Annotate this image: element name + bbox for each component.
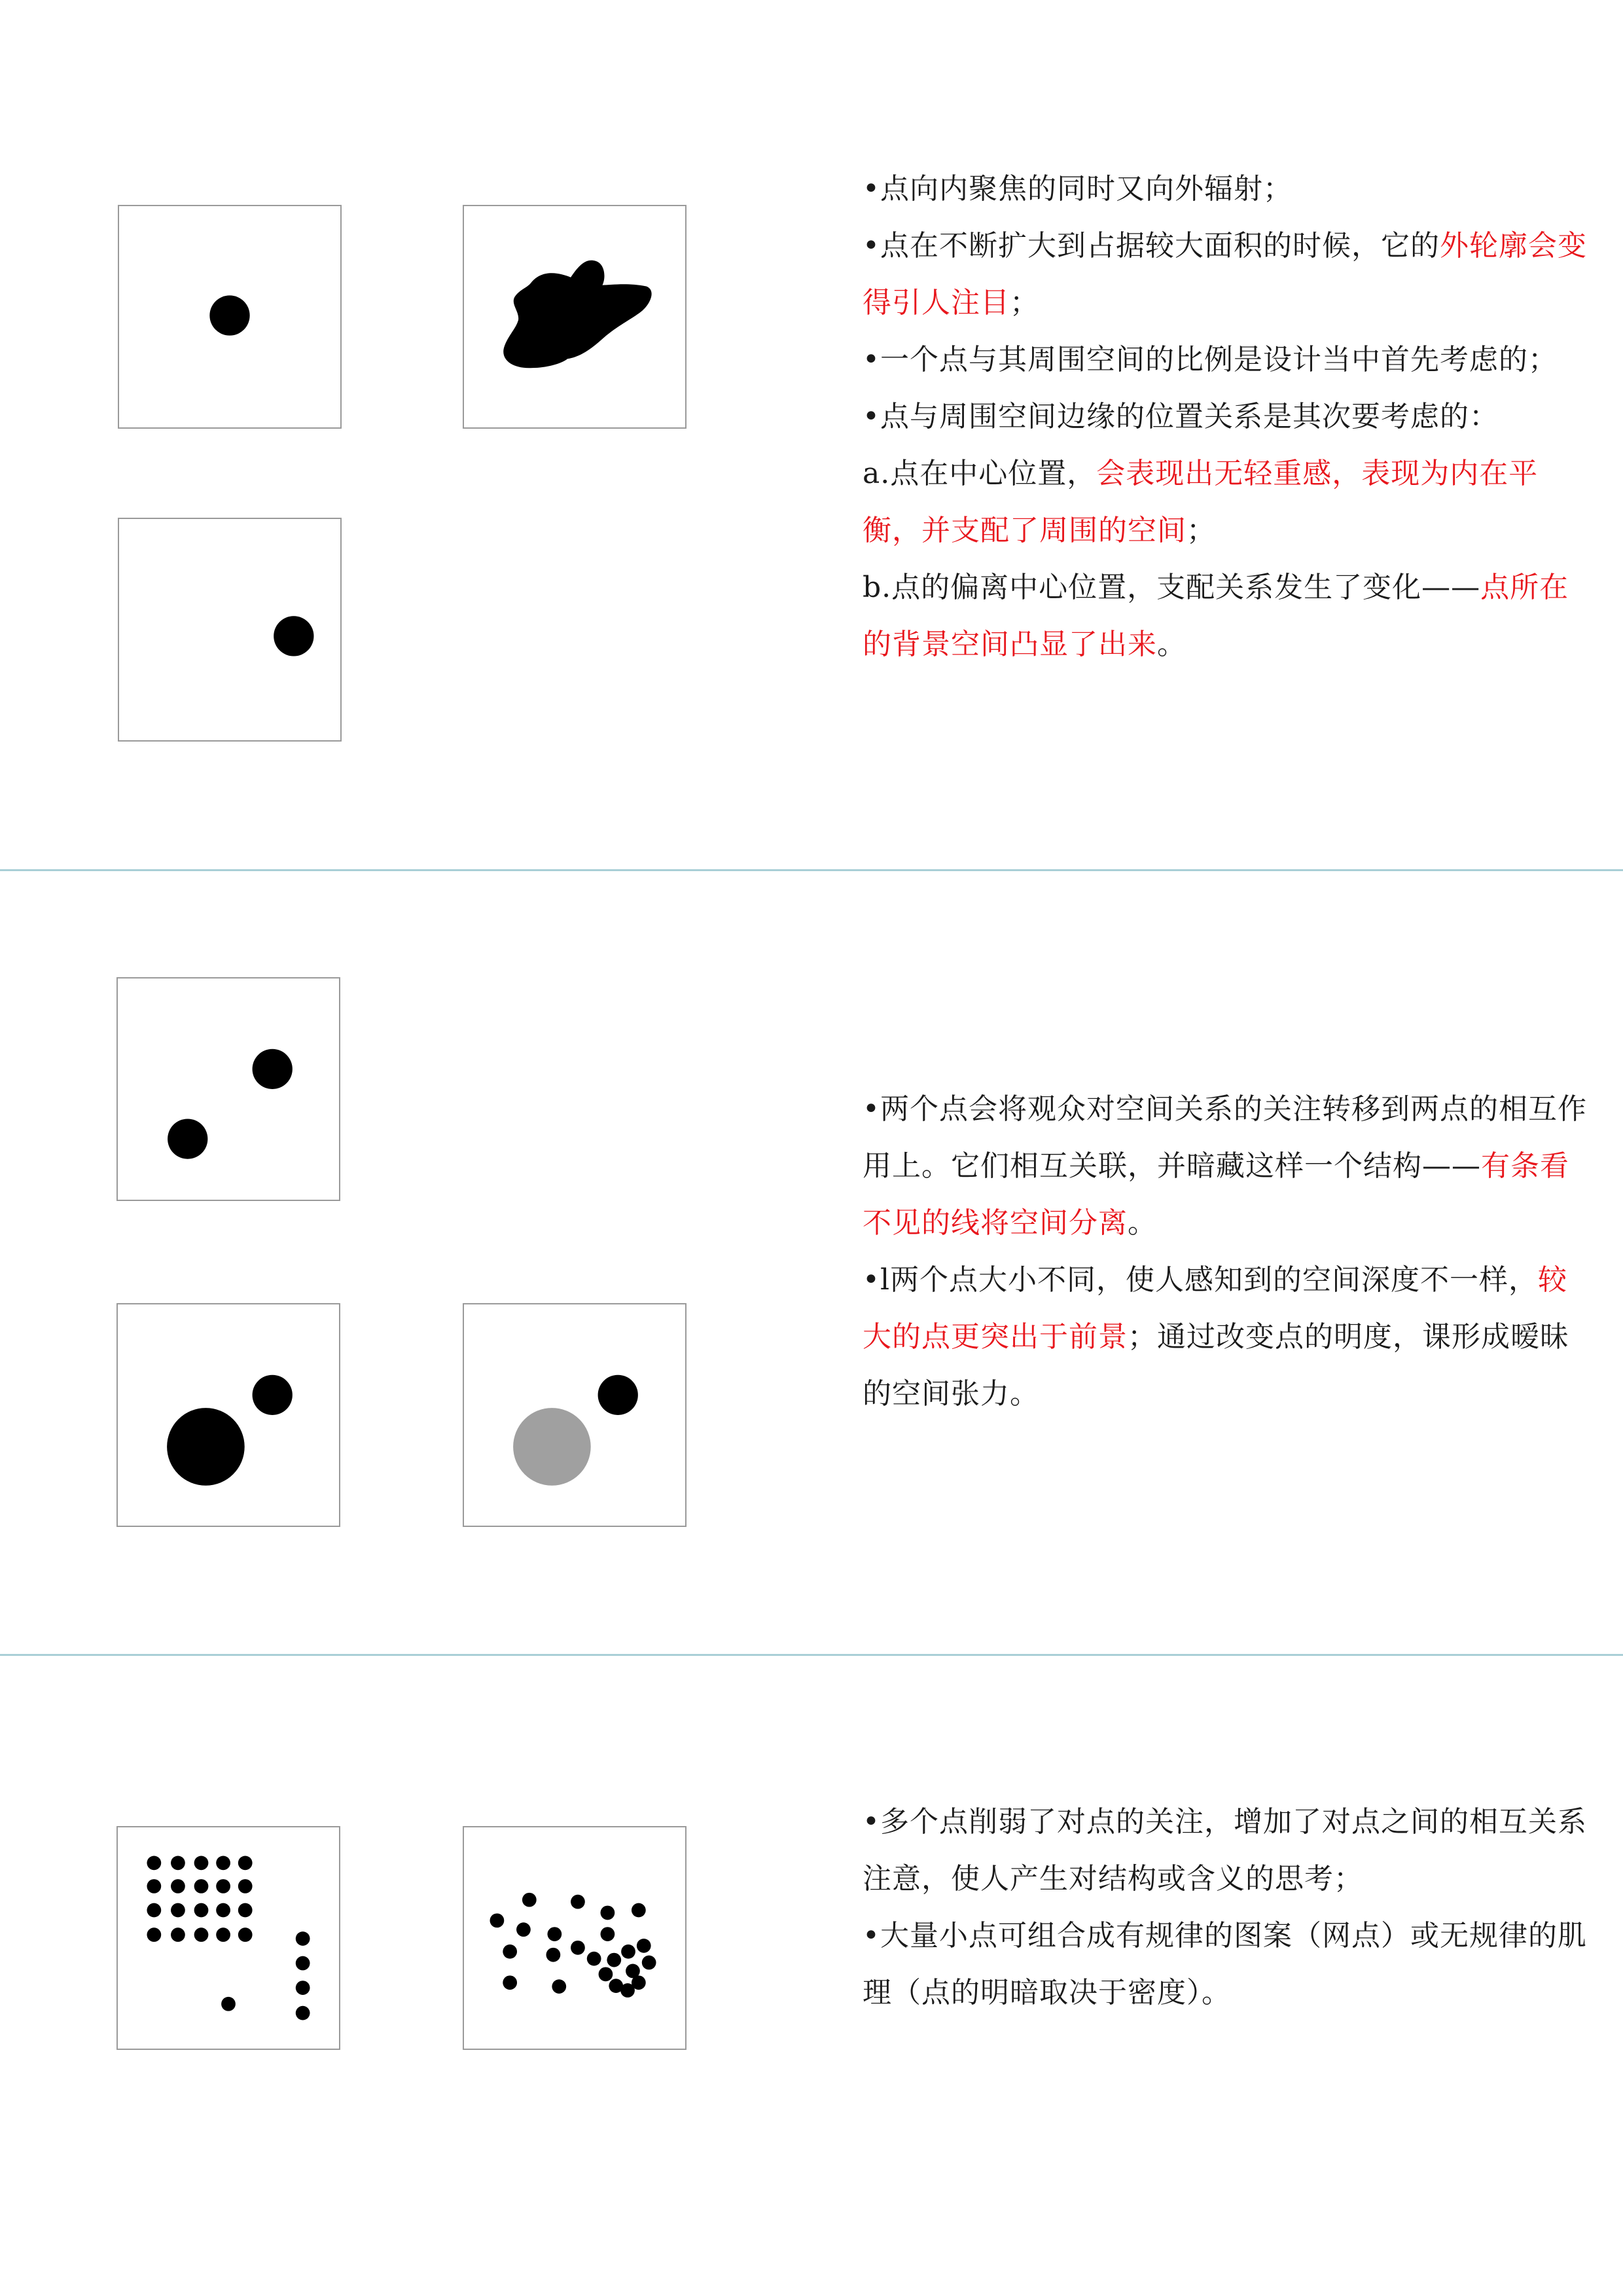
- dot: [147, 1879, 161, 1893]
- body-text: •点向内聚焦的同时又向外辐射；: [863, 172, 1293, 206]
- value-dots-svg: [464, 1304, 685, 1526]
- body-text: •两个点会将观众对空间关系的关注转移到两点的相互作用上。它们相互关联，并暗藏这样一个结构——: [863, 1092, 1587, 1183]
- highlight-text: 点所在的背景空间凸显了出来: [863, 571, 1569, 661]
- regular-dots-svg: [118, 1827, 339, 2049]
- body-text: •大量小点可组合成有规律的图案（网点）或无规律的肌理（点的明暗取决于密度）。: [863, 1919, 1587, 2009]
- dot-scatter: [490, 1893, 656, 1998]
- highlight-text: 较大的点更突出于前景: [863, 1263, 1568, 1354]
- dot: [571, 1941, 585, 1955]
- dot: [552, 1979, 566, 1994]
- dot: [253, 1049, 293, 1089]
- paragraph: [863, 1081, 1589, 1251]
- body-text: a.点在中心位置，: [863, 457, 1097, 490]
- small-dot: [598, 1375, 638, 1415]
- dot: [522, 1893, 537, 1907]
- paragraph: [863, 445, 1589, 559]
- dot: [147, 1928, 161, 1942]
- highlight-text: 有条看不见的线将空间分离: [863, 1149, 1569, 1240]
- body-text: •点在不断扩大到占据较大面积的时候，它的: [863, 229, 1440, 262]
- paragraph: [863, 331, 1589, 388]
- paragraph: [863, 160, 1589, 217]
- section3-text: [863, 1793, 1589, 2021]
- diagram-regular-dot-pattern: [116, 1826, 340, 2050]
- body-text: ；: [1186, 514, 1216, 547]
- dot: [587, 1952, 601, 1966]
- small-dot: [253, 1375, 293, 1415]
- dot-grid: [147, 1856, 310, 2020]
- dot: [516, 1922, 531, 1937]
- dot: [147, 1856, 161, 1870]
- dot: [238, 1928, 253, 1942]
- highlight-text: 会表现出无轻重感，表现为内在平衡，并支配了周围的空间: [863, 457, 1539, 547]
- dot: [599, 1967, 613, 1981]
- dot: [171, 1856, 185, 1870]
- diagram-blob: [463, 205, 687, 429]
- paragraph: [863, 559, 1589, 673]
- dot: [274, 616, 313, 656]
- section2-text: [863, 1081, 1589, 1422]
- body-text: 。: [1157, 628, 1186, 661]
- dot: [296, 1956, 310, 1971]
- two-dots-svg: [118, 978, 339, 1200]
- dot: [296, 2006, 310, 2020]
- body-text: b.点的偏离中心位置，支配关系发生了变化——: [863, 571, 1481, 604]
- dot: [216, 1928, 230, 1942]
- body-text: ；: [1010, 286, 1039, 319]
- dot: [238, 1903, 253, 1918]
- body-text: •多个点削弱了对点的关注，增加了对点之间的相互关系注意，使人产生对结构或含义的思考；: [863, 1805, 1587, 1895]
- section-divider: [0, 1654, 1623, 1656]
- dot: [194, 1928, 209, 1942]
- large-dot: [167, 1408, 245, 1486]
- dot: [503, 1945, 517, 1959]
- dot: [216, 1856, 230, 1870]
- dot: [547, 1927, 562, 1941]
- paragraph: [863, 1907, 1589, 2021]
- dot: [238, 1856, 253, 1870]
- body-text: ；通过改变点的明度，课形成暧昧的空间张力。: [863, 1320, 1569, 1410]
- body-text: •点与周围空间边缘的位置关系是其次要考虑的：: [863, 400, 1499, 433]
- dot: [168, 1119, 207, 1158]
- diagram-irregular-dot-texture: [463, 1826, 687, 2050]
- irregular-blob-shape: [503, 260, 651, 368]
- dot: [209, 295, 249, 335]
- dot: [637, 1939, 651, 1953]
- paragraph: [863, 217, 1589, 331]
- dot: [607, 1953, 621, 1967]
- body-text: •一个点与其周围空间的比例是设计当中首先考虑的；: [863, 343, 1558, 376]
- dot: [571, 1895, 585, 1909]
- dot: [171, 1903, 185, 1918]
- highlight-text: 外轮廓会变得引人注目: [863, 229, 1587, 319]
- diagram-two-dots: [116, 977, 340, 1201]
- section-divider: [0, 869, 1623, 871]
- dot: [194, 1903, 209, 1918]
- dot: [621, 1945, 635, 1959]
- dot: [238, 1879, 253, 1893]
- dot: [296, 1931, 310, 1946]
- dot: [221, 1997, 236, 2011]
- dot: [216, 1903, 230, 1918]
- dot: [171, 1879, 185, 1893]
- dot: [296, 1981, 310, 1995]
- dot: [490, 1913, 505, 1928]
- body-text: •l两个点大小不同，使人感知到的空间深度不一样，: [863, 1263, 1539, 1297]
- blob-svg: [464, 206, 685, 427]
- paragraph: [863, 1793, 1589, 1907]
- dot: [632, 1903, 646, 1918]
- size-dots-svg: [118, 1304, 339, 1526]
- body-text: 。: [1128, 1206, 1157, 1240]
- diagram-offset-dot: [118, 518, 342, 742]
- dot: [503, 1975, 517, 1990]
- paragraph: [863, 1251, 1589, 1422]
- dot: [171, 1928, 185, 1942]
- offset-dot-svg: [119, 519, 340, 740]
- gray-large-dot: [513, 1408, 591, 1486]
- dot: [601, 1906, 615, 1920]
- diagram-center-dot: [118, 205, 342, 429]
- diagram-two-dots-different-size: [116, 1303, 340, 1527]
- paragraph: [863, 388, 1589, 445]
- dot: [642, 1956, 656, 1970]
- dot: [147, 1903, 161, 1918]
- dot: [546, 1948, 561, 1962]
- dot: [194, 1879, 209, 1893]
- dot: [601, 1927, 615, 1941]
- random-dots-svg: [464, 1827, 685, 2049]
- center-dot-svg: [119, 206, 340, 427]
- dot: [620, 1983, 635, 1998]
- dot: [216, 1879, 230, 1893]
- diagram-two-dots-different-value: [463, 1303, 687, 1527]
- dot: [194, 1856, 209, 1870]
- section1-text: [863, 160, 1589, 673]
